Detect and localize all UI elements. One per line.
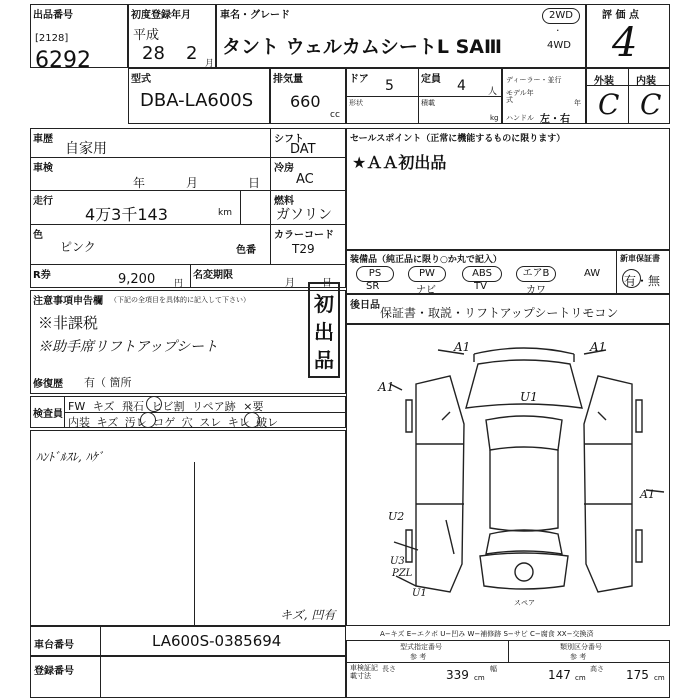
model-label: 型式: [131, 74, 151, 85]
equip-pw: PW: [408, 266, 446, 282]
ac-value: AC: [296, 172, 314, 187]
spare-label: スペア: [514, 599, 535, 607]
doors: 5: [385, 78, 394, 94]
shape-label: 形状: [349, 99, 363, 107]
notes-label: 注意事項申告欄: [33, 296, 103, 307]
equipment-label: 装備品（純正品に限り○か丸で記入）: [350, 255, 502, 265]
equip-airbag: エアB: [516, 266, 556, 282]
insp-int-burn: コゲ: [153, 416, 176, 429]
selling-points-label: セールスポイント（正常に機能するものに限ります）: [350, 134, 566, 144]
notes-sublabel: （下記の全項目を具体的に記入して下さい）: [110, 296, 250, 304]
mark-left-rear: U3: [390, 556, 405, 567]
insp-repair: リペア跡: [192, 400, 236, 413]
capacity: 4: [457, 78, 466, 94]
documents-label: 後日品: [350, 300, 380, 311]
name-change-month: 月: [285, 278, 295, 289]
mark-pzl: PZL: [392, 568, 413, 579]
shift-label: シフト: [274, 134, 304, 145]
cm-unit-2: cm: [575, 674, 586, 682]
inspection-label: 車検: [33, 163, 53, 174]
lot-code: [2128]: [35, 33, 69, 44]
car-diagram: [346, 324, 670, 626]
insp-scratch: キズ: [92, 400, 115, 413]
name-change-label: 名変期限: [193, 270, 233, 281]
inspector-label: 検査員: [33, 409, 63, 420]
recycle-value: 9,200: [118, 272, 156, 287]
kg-unit: kg: [490, 114, 499, 122]
inspection-year: 年: [133, 176, 146, 190]
reg-month: 2: [186, 43, 198, 64]
reg-no-row: [30, 656, 346, 698]
displacement-label: 排気量: [273, 74, 303, 85]
insp-int-wear: スレ: [199, 416, 222, 429]
capacity-unit: 人: [488, 87, 498, 97]
insp-fw: FW: [68, 400, 86, 413]
height-label: 高さ: [590, 665, 604, 673]
model-year-label: モデル年式: [506, 89, 534, 104]
mileage-label: 走行: [33, 196, 53, 207]
first-listing-text: 初出品: [314, 292, 334, 372]
km-unit: km: [218, 208, 232, 218]
dealer-label: ディーラー・並行: [506, 76, 562, 84]
width-label: 幅: [490, 665, 497, 673]
repair-value: 有（ 箇所: [84, 376, 132, 389]
first-reg-label: 初度登録年月: [131, 10, 191, 21]
rating-value: 4: [612, 20, 638, 66]
selling-points-box: [346, 128, 670, 250]
length-value: 339: [446, 668, 469, 682]
month-unit: 月: [205, 59, 215, 69]
recycle-unit: 円: [174, 279, 184, 289]
reg-year: 28: [142, 43, 165, 64]
selling-points-text: ★ＡＡ初出品: [352, 153, 447, 172]
warranty-value: 有・無: [624, 274, 661, 288]
mark-front-right: A1: [590, 340, 607, 354]
insp-int-cut: キレ: [227, 416, 250, 429]
ref-label-1: 参 考: [410, 653, 427, 661]
insp-ext-row: [68, 398, 264, 414]
car-name-label: 車名・グレード: [220, 10, 290, 21]
inspection-day: 日: [248, 176, 261, 190]
color-code-label: カラーコード: [274, 230, 334, 241]
mark-left-fender: A1: [378, 380, 395, 394]
insp-int-tear: 破レ: [256, 416, 279, 429]
model-code: DBA-LA600S: [140, 90, 254, 111]
rating-label: 評 価 点: [602, 10, 639, 21]
reg-no-label: 登録番号: [34, 666, 74, 677]
category-label: 類別区分番号: [560, 643, 602, 651]
recycle-label: R券: [33, 270, 51, 281]
chassis-label: 車台番号: [34, 640, 74, 651]
notes-line2: ※助手席リフトアップシート: [38, 339, 219, 355]
exterior-label: 外装: [594, 76, 614, 87]
color-no-label: 色番: [236, 245, 256, 256]
interior-label: 内装: [636, 76, 656, 87]
car-name: タント ウェルカムシートL SAⅢ: [222, 36, 502, 58]
mark-right-side: A1: [640, 488, 655, 501]
cm-unit-1: cm: [474, 674, 485, 682]
equip-navi: ナビ: [416, 285, 436, 296]
mark-left-door: U2: [388, 510, 405, 523]
equip-aw: AW: [584, 268, 601, 279]
handle-value: 左・右: [540, 114, 570, 125]
warranty-circle: [622, 269, 641, 288]
new-car-warranty-label: 新車保証書: [620, 254, 660, 263]
name-change-day: 日: [322, 278, 332, 289]
equip-tv: TV: [474, 281, 487, 292]
history-label: 車歴: [33, 134, 53, 145]
equip-abs: ABS: [462, 266, 502, 282]
height-value: 175: [626, 668, 649, 682]
cc-unit: cc: [330, 110, 340, 120]
notes-line1: ※非課税: [38, 314, 99, 332]
capacity-label: 定員: [421, 74, 441, 85]
mark-hood: U1: [520, 390, 538, 404]
cert-dimensions-label: 車検証記載寸法: [350, 664, 378, 680]
fuel-label: 燃料: [274, 196, 294, 207]
load-label: 積載: [421, 99, 435, 107]
handle-label: ハンドル: [506, 114, 534, 122]
year-unit: 年: [574, 99, 581, 107]
equip-ps: PS: [356, 266, 394, 282]
era: 平成: [133, 28, 160, 43]
inspection-month: 月: [186, 176, 199, 190]
cm-unit-3: cm: [654, 674, 665, 682]
chassis-value: LA600S-0385694: [152, 632, 282, 650]
damage-legend: A−キズ E−エクボ U−凹み W−補修跡 S−サビ C−腐食 XX−交換済: [380, 630, 594, 638]
ac-label: 冷房: [274, 163, 294, 174]
doors-label: ドア: [349, 74, 369, 85]
documents-value: 保証書・取説・リフトアップシートリモコン: [380, 306, 619, 320]
stain-circle: [140, 412, 156, 428]
insp-interior: 内装: [68, 416, 90, 429]
drive-separator: ·: [556, 24, 560, 37]
insp-int-scratch: キズ: [96, 416, 119, 429]
insp-chip: 飛石: [122, 400, 144, 413]
drive-4wd: 4WD: [547, 40, 571, 51]
mileage-value: 4万3千143: [85, 205, 168, 224]
history-value: 自家用: [65, 141, 107, 157]
color-code: T29: [292, 242, 315, 256]
interior-grade: C: [640, 88, 662, 121]
wear-circle: [244, 412, 260, 428]
drive-2wd-badge: 2WD: [542, 8, 580, 24]
insp-need: ×要: [243, 400, 264, 413]
inspector-handwriting: ﾊﾝﾄﾞﾙｽﾚ, ﾊｹﾞ: [36, 450, 104, 464]
color-value: ピンク: [60, 240, 96, 254]
mark-rear-quarter: U1: [412, 588, 427, 599]
exterior-grade: C: [598, 88, 620, 121]
repair-label: 修復歴: [33, 379, 63, 390]
color-label: 色: [33, 230, 43, 241]
chip-circle: [146, 396, 162, 412]
lot-number-label: 出品番号: [33, 10, 73, 21]
width-value: 147: [548, 668, 571, 682]
lot-number: 6292: [35, 48, 91, 73]
side-note: キズ, 凹有: [280, 608, 336, 622]
insp-crack: ヒビ割: [151, 400, 185, 413]
shift-value: DAT: [290, 142, 316, 157]
model-designation-label: 型式指定番号: [400, 643, 442, 651]
fuel-value: ガソリン: [276, 207, 332, 223]
mark-front-left: A1: [454, 340, 471, 354]
insp-int-hole: 穴: [181, 416, 193, 429]
equip-leather: カワ: [526, 285, 546, 296]
displacement: 660: [290, 92, 321, 111]
insp-int-stain: 汚レ: [124, 416, 147, 429]
equip-sr: SR: [366, 281, 380, 292]
length-label: 長さ: [382, 665, 396, 673]
ref-label-2: 参 考: [570, 653, 587, 661]
